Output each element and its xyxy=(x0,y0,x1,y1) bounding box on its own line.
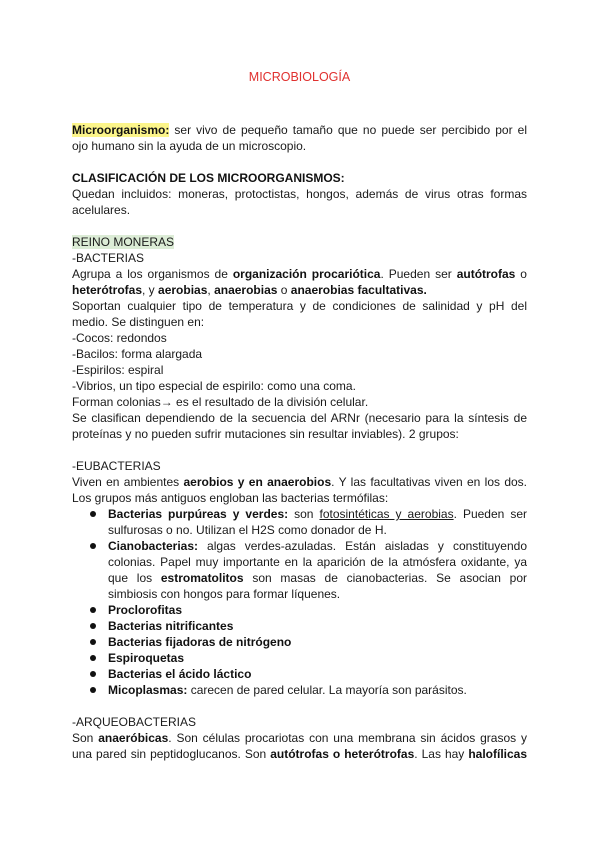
list-item: Bacterias nitrificantes xyxy=(72,618,527,634)
moneras-p1-line-1: Agrupa a los organismos de organización procariótica. Pueden ser autótrofas o xyxy=(72,267,527,281)
page-title: MICROBIOLOGÍA xyxy=(248,70,351,84)
bullet-icon xyxy=(90,607,96,613)
moneras-p2-line-1: Soportan cualquier tipo de temperatura y de condiciones de salinidad y pH del xyxy=(72,299,527,313)
classification-section xyxy=(72,170,527,218)
colonies-line: Forman colonias→ es el resultado de la división celular. xyxy=(72,395,369,409)
moneras-p1-line-2: heterótrofas, y aerobias, anaerobias o anaerobias facultativas. xyxy=(72,283,427,297)
form-item: -Espirilos: espiral xyxy=(72,363,164,377)
moneras-p2-line-2: medio. Se distinguen en: xyxy=(72,315,205,329)
bullet-icon xyxy=(90,543,96,549)
bacterias-subheading: -BACTERIAS xyxy=(72,251,145,265)
arqueobacterias-line-2: una pared sin peptidoglucanos. Son autótrofas o heterótrofas. Las hay halofílicas xyxy=(72,747,527,761)
moneras-p3-line-1: Se clasifican dependiendo de la secuencia del ARNr (necesario para la síntesis de xyxy=(72,411,527,425)
eubacterias-heading: -EUBACTERIAS xyxy=(72,459,161,473)
eubacterias-line-2: Los grupos más antiguos engloban las bacterias termófilas: xyxy=(72,491,389,505)
classification-line-2: acelulares. xyxy=(72,203,131,217)
definition-term: Microorganismo: xyxy=(72,123,170,137)
eubacterias-list xyxy=(72,506,527,698)
bullet-icon xyxy=(90,671,96,677)
moneras-section xyxy=(72,234,527,442)
list-item: Bacterias el ácido láctico xyxy=(72,666,527,682)
list-item: Bacterias fijadoras de nitrógeno xyxy=(72,634,527,650)
bullet-icon xyxy=(90,623,96,629)
form-item: -Vibrios, un tipo especial de espirilo: como una coma. xyxy=(72,379,356,393)
classification-heading: CLASIFICACIÓN DE LOS MICROORGANISMOS: xyxy=(72,171,345,185)
list-item: Espiroquetas xyxy=(72,650,527,666)
definition-line-2: ojo humano sin la ayuda de un microscopio. xyxy=(72,139,307,153)
list-item: Bacterias purpúreas y verdes: son fotosintéticas y aerobias. Pueden ser sulfurosas o no. Utilizan el H2S como donador de H. xyxy=(72,506,527,538)
list-item: Micoplasmas: carecen de pared celular. La mayoría son parásitos. xyxy=(72,682,527,698)
form-item: -Bacilos: forma alargada xyxy=(72,347,203,361)
moneras-p3-line-2: proteínas y no pueden sufrir mutaciones sin resultar inviables). 2 grupos: xyxy=(72,427,459,441)
classification-line-1: Quedan incluidos: moneras, protoctistas, hongos, además de virus otras formas xyxy=(72,187,527,201)
bullet-icon xyxy=(90,639,96,645)
bullet-icon xyxy=(90,655,96,661)
list-item: Cianobacterias: algas verdes-azuladas. Están aisladas y constituyendo colonias. Papel muy importante en la aparición de la atmósfera oxidante, ya que los estromatolitos son masas de cianobacterias. Se asocian por simbiosis con hongos para formar líquenes. xyxy=(72,538,527,602)
list-item: Proclorofitas xyxy=(72,602,527,618)
arqueobacterias-section xyxy=(72,714,527,762)
eubacterias-line-1: Viven en ambientes aerobios y en anaerobios. Y las facultativas viven en los dos. xyxy=(72,475,527,489)
arqueobacterias-heading: -ARQUEOBACTERIAS xyxy=(72,715,197,729)
moneras-heading: REINO MONERAS xyxy=(72,235,175,249)
definition-line-1: ser vivo de pequeño tamaño que no puede ser percibido por el xyxy=(169,123,527,137)
form-item: -Cocos: redondos xyxy=(72,331,167,345)
arqueobacterias-line-1: Son anaeróbicas. Son células procariotas con una membrana sin ácidos grasos y xyxy=(72,731,527,745)
bullet-icon xyxy=(90,511,96,517)
bullet-icon xyxy=(90,687,96,693)
definition-paragraph xyxy=(72,122,527,154)
eubacterias-section xyxy=(72,458,527,698)
